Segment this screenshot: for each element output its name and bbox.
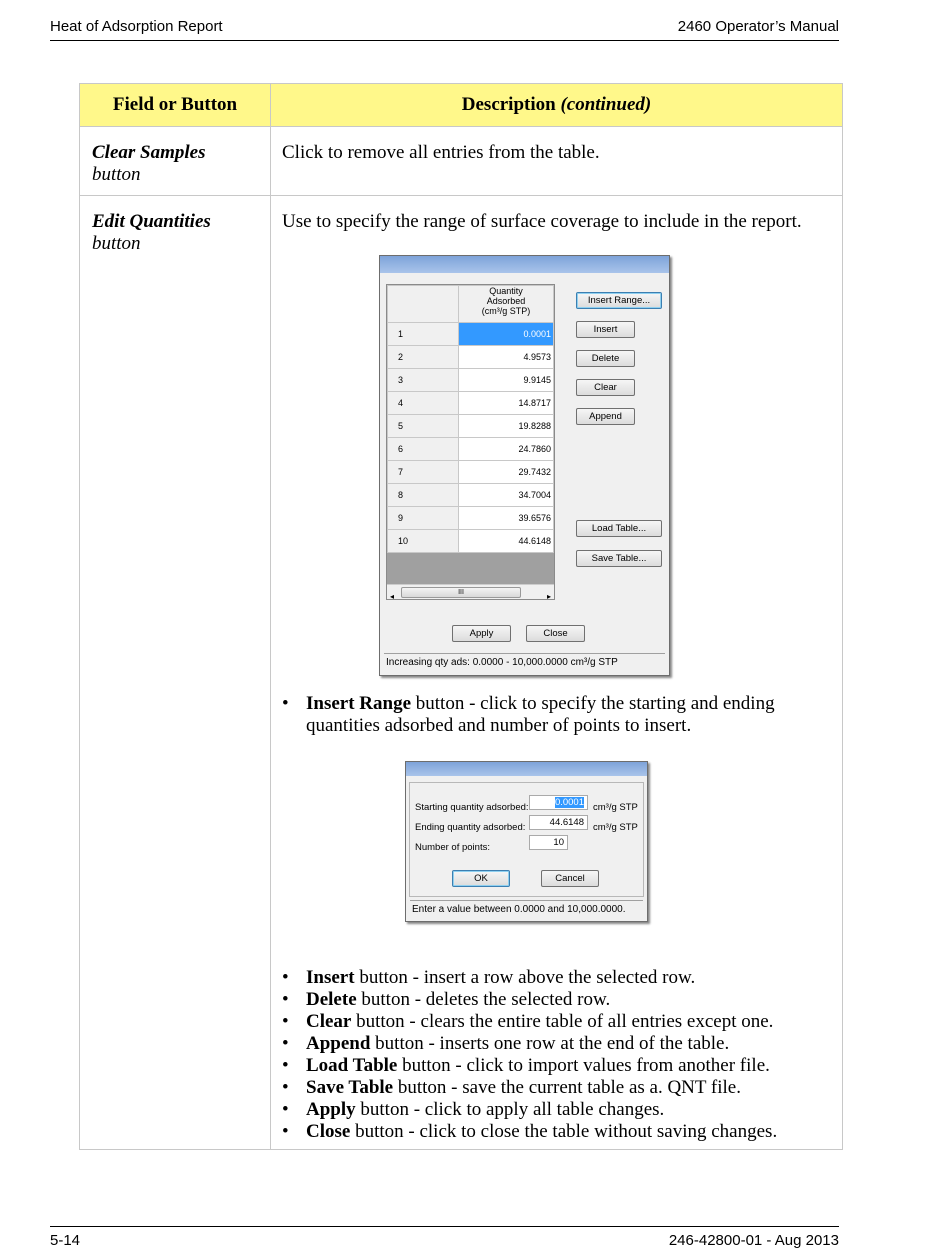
insert-range-dialog xyxy=(405,761,648,922)
row-value[interactable]: 34.7004 xyxy=(459,484,554,507)
grid-row[interactable] xyxy=(388,507,554,530)
bullet-term: Apply xyxy=(306,1099,356,1120)
col-header-line: Adsorbed xyxy=(486,296,526,306)
save-table-button[interactable]: Save Table... xyxy=(576,550,662,567)
field-description-table xyxy=(79,83,843,1150)
bullet-text: button - inserts one row at the end of the table. xyxy=(370,1033,730,1054)
dialog-status-bar: Increasing qty ads: 0.0000 - 10,000.0000 cm³/g STP xyxy=(384,653,665,671)
header-manual-title: 2460 Operator’s Manual xyxy=(677,18,839,35)
grid-corner xyxy=(388,286,459,323)
grid-row[interactable] xyxy=(388,530,554,553)
bullet-term: Delete xyxy=(306,989,357,1010)
bullet-text: button - clears the entire table of all entries except one. xyxy=(351,1011,774,1032)
grid-column-header xyxy=(459,286,554,323)
row-number: 2 xyxy=(388,346,459,369)
clear-button[interactable]: Clear xyxy=(576,379,635,396)
bullet-text: button - deletes the selected row. xyxy=(356,989,611,1010)
insert-range-button[interactable]: Insert Range... xyxy=(576,292,662,309)
delete-button[interactable]: Delete xyxy=(576,350,635,367)
row-number: 1 xyxy=(388,323,459,346)
scroll-thumb-grip: III xyxy=(458,589,464,596)
col-header-description-text: Description xyxy=(461,94,556,115)
row-value[interactable]: 39.6576 xyxy=(459,507,554,530)
row-value[interactable]: 0.0001 xyxy=(459,323,554,346)
bullet-term: Clear xyxy=(306,1011,352,1032)
start-qty-value: 0.0001 xyxy=(554,797,584,808)
description-text: Use to specify the range of surface coverage to include in the report. xyxy=(282,211,802,232)
bullet-term: Save Table xyxy=(306,1077,394,1098)
page-footer xyxy=(50,1226,839,1249)
row-value[interactable]: 4.9573 xyxy=(459,346,554,369)
col-header-description xyxy=(271,84,843,127)
scroll-left-arrow-icon[interactable]: ◂ xyxy=(390,592,395,601)
dialog-titlebar xyxy=(406,762,647,776)
table-row xyxy=(80,127,843,196)
bullet-text: button - save the current table as a. QNT file. xyxy=(393,1077,741,1098)
field-name: Clear Samples xyxy=(92,142,206,163)
field-cell xyxy=(80,196,271,1150)
bullet-term: Close xyxy=(306,1121,351,1142)
bullet-text: button - click to import values from another file. xyxy=(397,1055,770,1076)
quantities-table xyxy=(387,285,554,553)
bullet-text: button - click to apply all table changes. xyxy=(355,1099,665,1120)
bullet-text: button - click to close the table without saving changes. xyxy=(350,1121,778,1142)
field-cell xyxy=(80,127,271,196)
start-unit-label: cm³/g STP xyxy=(593,802,638,813)
dialog-status-bar: Enter a value between 0.0000 and 10,000.0000. xyxy=(410,900,643,919)
bullet-text: button - click to specify the starting and ending quantities adsorbed and number of points to insert. xyxy=(306,693,775,736)
quantities-grid xyxy=(386,284,555,600)
bullet-term: Insert Range xyxy=(306,693,412,714)
grid-row[interactable] xyxy=(388,323,554,346)
col-header-continued: (continued) xyxy=(560,94,652,115)
list-item xyxy=(282,1011,832,1033)
insert-button[interactable]: Insert xyxy=(576,321,635,338)
row-value[interactable]: 29.7432 xyxy=(459,461,554,484)
list-item xyxy=(282,693,832,737)
grid-row[interactable] xyxy=(388,346,554,369)
horizontal-scrollbar[interactable] xyxy=(387,584,554,599)
col-header-line: Quantity xyxy=(489,286,523,296)
row-number: 7 xyxy=(388,461,459,484)
end-qty-label: Ending quantity adsorbed: xyxy=(415,822,526,833)
list-item xyxy=(282,1077,832,1099)
description-cell xyxy=(271,196,843,1150)
list-item xyxy=(282,1055,832,1077)
col-header-field: Field or Button xyxy=(80,84,271,127)
table-row xyxy=(80,196,843,1150)
close-button[interactable]: Close xyxy=(526,625,585,642)
row-number: 3 xyxy=(388,369,459,392)
document-number: 246-42800-01 - Aug 2013 xyxy=(668,1232,839,1249)
edit-quantities-dialog xyxy=(379,255,670,676)
append-button[interactable]: Append xyxy=(576,408,635,425)
bullet-term: Insert xyxy=(306,967,355,988)
scroll-right-arrow-icon[interactable]: ▸ xyxy=(546,592,551,601)
end-qty-input[interactable]: 44.6148 xyxy=(529,815,588,830)
page-number: 5-14 xyxy=(50,1232,81,1249)
grid-row[interactable] xyxy=(388,415,554,438)
load-table-button[interactable]: Load Table... xyxy=(576,520,662,537)
grid-row[interactable] xyxy=(388,438,554,461)
list-item xyxy=(282,967,832,989)
row-value[interactable]: 9.9145 xyxy=(459,369,554,392)
list-item xyxy=(282,1033,832,1055)
dialog-titlebar xyxy=(380,256,669,273)
end-unit-label: cm³/g STP xyxy=(593,822,638,833)
header-section-title: Heat of Adsorption Report xyxy=(50,18,223,35)
field-type: button xyxy=(92,233,141,254)
points-input[interactable]: 10 xyxy=(529,835,568,850)
bullet-term: Append xyxy=(306,1033,371,1054)
row-number: 10 xyxy=(388,530,459,553)
row-number: 8 xyxy=(388,484,459,507)
cancel-button[interactable]: Cancel xyxy=(541,870,599,887)
page-header xyxy=(50,18,839,41)
field-type: button xyxy=(92,164,141,185)
bullet-term: Load Table xyxy=(306,1055,398,1076)
row-value[interactable]: 19.8288 xyxy=(459,415,554,438)
grid-row[interactable] xyxy=(388,484,554,507)
row-value[interactable]: 14.8717 xyxy=(459,392,554,415)
button-descriptions-list xyxy=(282,967,832,1143)
insert-range-bullet-list xyxy=(282,693,832,737)
field-name: Edit Quantities xyxy=(92,211,211,232)
col-header-line: (cm³/g STP) xyxy=(481,306,531,316)
bullet-text: button - insert a row above the selected row. xyxy=(354,967,696,988)
grid-row[interactable] xyxy=(388,461,554,484)
start-qty-input[interactable] xyxy=(529,795,588,810)
points-label: Number of points: xyxy=(415,842,490,853)
list-item xyxy=(282,1121,832,1143)
grid-row[interactable] xyxy=(388,392,554,415)
row-number: 6 xyxy=(388,438,459,461)
apply-button[interactable]: Apply xyxy=(452,625,511,642)
description-cell: Click to remove all entries from the table. xyxy=(271,127,843,196)
row-value[interactable]: 44.6148 xyxy=(459,530,554,553)
list-item xyxy=(282,989,832,1011)
table-header-row xyxy=(80,84,843,127)
row-value[interactable]: 24.7860 xyxy=(459,438,554,461)
list-item xyxy=(282,1099,832,1121)
scroll-thumb[interactable] xyxy=(401,587,521,598)
row-number: 4 xyxy=(388,392,459,415)
row-number: 9 xyxy=(388,507,459,530)
start-qty-label: Starting quantity adsorbed: xyxy=(415,802,529,813)
ok-button[interactable]: OK xyxy=(452,870,510,887)
grid-row[interactable] xyxy=(388,369,554,392)
row-number: 5 xyxy=(388,415,459,438)
